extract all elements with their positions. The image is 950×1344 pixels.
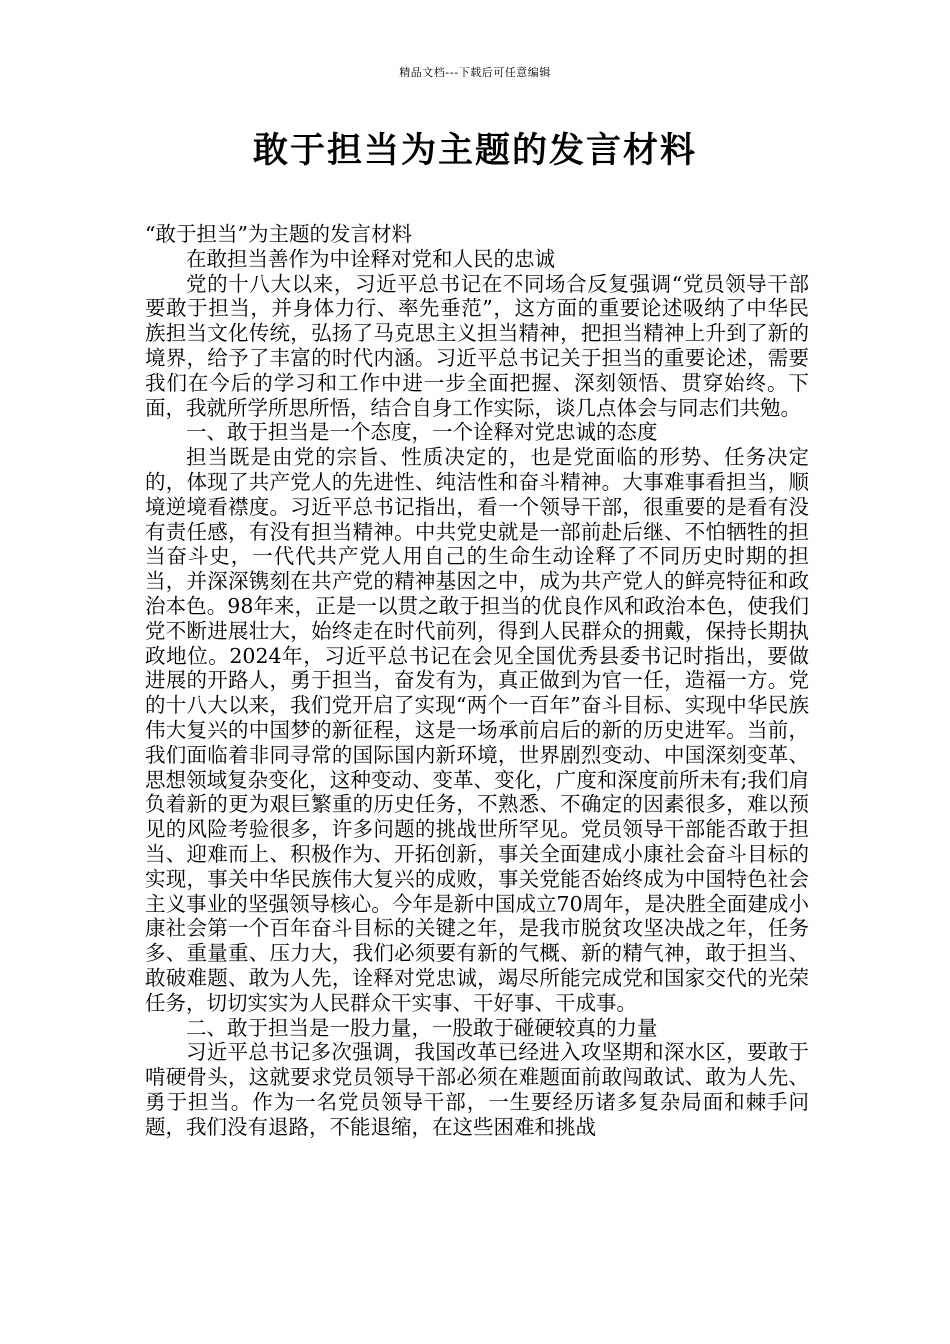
paragraph-section-one: 担当既是由党的宗旨、性质决定的，也是党面临的形势、任务决定的，体现了共产党人的先进性、纯洁性和奋斗精神。大事难事看担当，顺境逆境看襟度。习近平总书记指出，看一个领导干部，很重要的是看有没有责任感，有没有担当精神。中共党史就是一部前赴后继、不怕牺牲的担当奋斗史，一代代共产党人用自己的生命生动诠释了不同历史时期的担当，并深深镌刻在共产党的精神基因之中，成为共产党人的鲜亮特征和政治本色。98年来，正是一以贯之敢于担当的优良作风和政治本色，使我们党不断进展壮大，始终走在时代前列，得到人民群众的拥戴，保持长期执政地位。2024年，习近平总书记在会见全国优秀县委书记时指出，要做进展的开路人，勇于担当，奋发有为，真正做到为官一任，造福一方。党的十八大以来，我们党开启了实现“两个一百年”奋斗目标、实现中华民族伟大复兴的中国梦的新征程，这是一场承前启后的新的历史进军。当前，我们面临着非同寻常的国际国内新环境，世界剧烈变动、中国深刻变革、思想领域复杂变化，这种变动、变革、变化，广度和深度前所未有;我们肩负着新的更为艰巨繁重的历史任务，不熟悉、不确定的因素很多，难以预见的风险考验很多，许多问题的挑战世所罕见。党员领导干部能否敢于担当、迎难而上、积极作为、开拓创新，事关全面建成小康社会奋斗目标的实现，事关中华民族伟大复兴的成败，事关党能否始终成为中国特色社会主义事业的坚强领导核心。今年是新中国成立70周年，是决胜全面建成小康社会第一个百年奋斗目标的关键之年，是我市脱贫攻坚决战之年，任务多、重量重、压力大，我们必须要有新的气概、新的精气神，敢于担当、敢破难题、敢为人先，诠释对党忠诚，竭尽所能完成党和国家交代的光荣任务，切切实实为人民群众干实事、干好事、干成事。: [145, 445, 809, 1015]
document-body: [145, 222, 809, 1139]
section-heading-two: 二、敢于担当是一股力量，一股敢于碰硬较真的力量: [186, 1015, 658, 1040]
paragraph-heading-theme: 在敢担当善作为中诠释对党和人民的忠诚: [186, 246, 555, 271]
paragraph-introduction: 党的十八大以来，习近平总书记在不同场合反复强调“党员领导干部要敢于担当，并身体力行、率先垂范”，这方面的重要论述吸纳了中华民族担当文化传统，弘扬了马克思主义担当精神，把担当精神上升到了新的境界，给予了丰富的时代内涵。习近平总书记关于担当的重要论述，需要我们在今后的学习和工作中进一步全面把握、深刻领悟、贯穿始终。下面，我就所学所思所悟，结合自身工作实际，谈几点体会与同志们共勉。: [145, 271, 809, 420]
paragraph-subtitle: “敢于担当”为主题的发言材料: [145, 222, 412, 246]
header-note: 精品文档---下载后可任意编辑: [399, 66, 551, 79]
paragraph-section-two: 习近平总书记多次强调，我国改革已经进入攻坚期和深水区，要敢于啃硬骨头，这就要求党员领导干部必须在难题面前敢闯敢试、敢为人先、勇于担当。作为一名党员领导干部，一生要经历诸多复杂局面和棘手问题，我们没有退路，不能退缩，在这些困难和挑战: [145, 1040, 809, 1139]
document-title: 敢于担当为主题的发言材料: [252, 131, 697, 171]
section-heading-one: 一、敢于担当是一个态度，一个诠释对党忠诚的态度: [186, 420, 658, 445]
